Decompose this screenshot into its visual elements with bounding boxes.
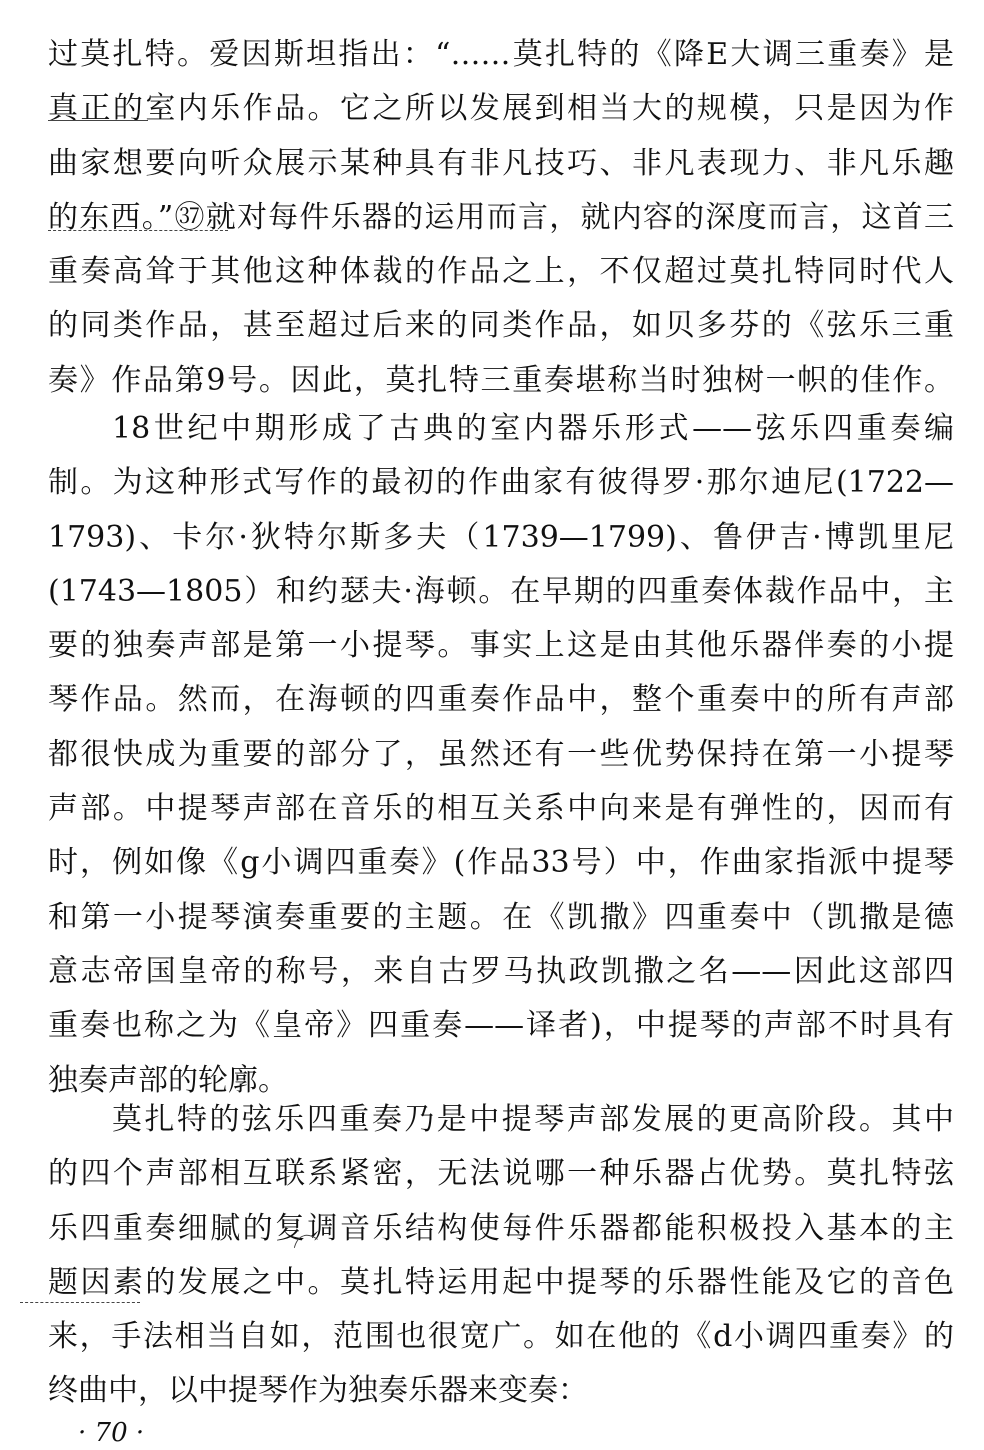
text-line: 18世纪中期形成了古典的室内器乐形式——弦乐四重奏编 bbox=[112, 411, 954, 446]
text-line: 时，例如像《g小调四重奏》(作品33号）中，作曲家指派中提琴 bbox=[48, 845, 954, 881]
text-line: 乐四重奏细腻的复调音乐结构使每件乐器都能积极投入基本的主 bbox=[48, 1210, 954, 1246]
text-line: (1743—1805）和约瑟夫·海顿。在早期的四重奏体裁作品中，主 bbox=[48, 573, 954, 609]
text-line: 的四个声部相互联系紧密，无法说哪一种乐器占优势。莫扎特弦 bbox=[48, 1156, 954, 1192]
text-line: 莫扎特的弦乐四重奏乃是中提琴声部发展的更高阶段。其中 bbox=[112, 1102, 954, 1137]
text-line: 曲家想要向听众展示某种具有非凡技巧、非凡表现力、非凡乐趣 bbox=[48, 145, 954, 181]
text-line: 琴作品。然而，在海顿的四重奏作品中，整个重奏中的所有声部 bbox=[48, 682, 954, 718]
text-line: 1793)、卡尔·狄特尔斯多夫（1739—1799)、鲁伊吉·博凯里尼 bbox=[48, 519, 954, 555]
text-line: 独奏声部的轮廓。 bbox=[48, 1062, 288, 1098]
text-line: 重奏也称之为《皇帝》四重奏——译者)，中提琴的声部不时具有 bbox=[48, 1008, 954, 1044]
pencil-underline-mark bbox=[48, 120, 148, 121]
paragraph-2 bbox=[48, 402, 954, 1108]
paragraph-3 bbox=[48, 1093, 954, 1419]
text-line: 的同类作品，甚至超过后来的同类作品，如贝多芬的《弦乐三重 bbox=[48, 308, 954, 344]
text-line: 制。为这种形式写作的最初的作曲家有彼得罗·那尔迪尼(1722— bbox=[48, 465, 954, 501]
pencil-underline-mark bbox=[48, 230, 228, 231]
text-line: 题因素的发展之中。莫扎特运用起中提琴的乐器性能及它的音色 bbox=[48, 1264, 954, 1300]
text-line: 真正的室内乐作品。它之所以发展到相当大的规模，只是因为作 bbox=[48, 91, 954, 127]
text-line: 意志帝国皇帝的称号，来自古罗马执政凯撒之名——因此这部四 bbox=[48, 953, 954, 989]
text-line: 和第一小提琴演奏重要的主题。在《凯撒》四重奏中（凯撒是德 bbox=[48, 899, 954, 935]
text-line: 都很快成为重要的部分了，虽然还有一些优势保持在第一小提琴 bbox=[48, 736, 954, 772]
page-number: · 70 · bbox=[78, 1418, 145, 1448]
text-line: 来，手法相当自如，范围也很宽广。如在他的《d小调四重奏》的 bbox=[48, 1319, 954, 1355]
text-line: 重奏高耸于其他这种体裁的作品之上，不仅超过莫扎特同时代人 bbox=[48, 254, 954, 290]
text-line: 的东西。”㊲就对每件乐器的运用而言，就内容的深度而言，这首三 bbox=[48, 199, 954, 235]
text-line: 要的独奏声部是第一小提琴。事实上这是由其他乐器伴奏的小提 bbox=[48, 628, 954, 664]
paragraph-1 bbox=[48, 28, 954, 408]
text-line: 声部。中提琴声部在音乐的相互关系中向来是有弹性的，因而有 bbox=[48, 791, 954, 827]
text-line: 过莫扎特。爱因斯坦指出：“……莫扎特的《降E大调三重奏》是 bbox=[48, 37, 954, 72]
pencil-underline-mark bbox=[20, 1302, 140, 1303]
text-line: 奏》作品第9号。因此，莫扎特三重奏堪称当时独树一帜的佳作。 bbox=[48, 362, 954, 398]
text-line: 终曲中，以中提琴作为独奏乐器来变奏： bbox=[48, 1373, 588, 1409]
